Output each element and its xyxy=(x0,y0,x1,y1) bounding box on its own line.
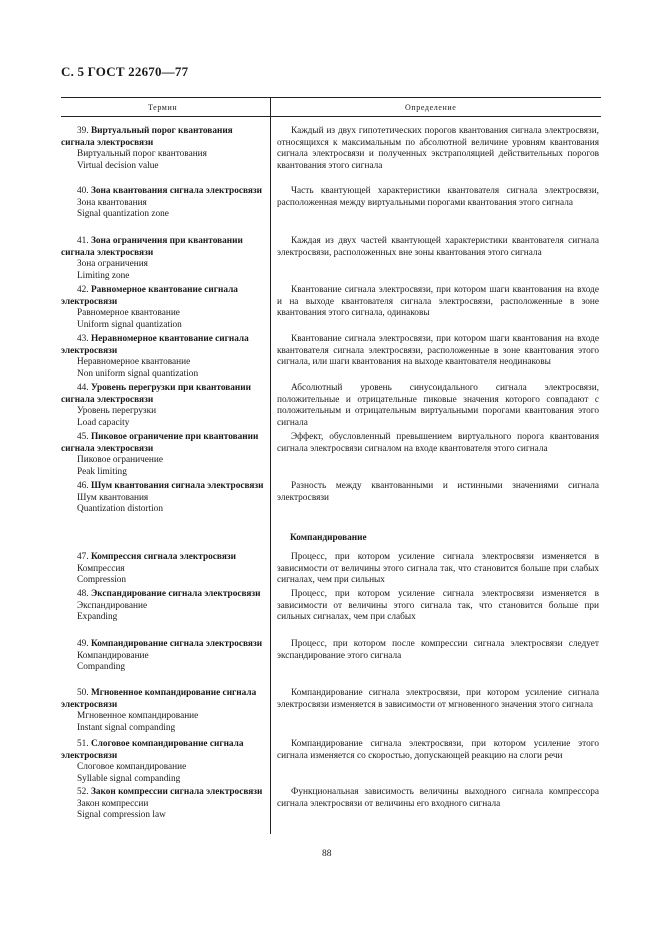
column-divider-header xyxy=(270,97,271,116)
table-top-rule xyxy=(61,97,601,98)
term-title xyxy=(61,589,267,601)
term-english: Uniform signal quantization xyxy=(77,319,182,330)
term-definition: Процесс, при котором после компрессии сигнала электросвязи следует экспандирование этого сигнала xyxy=(277,639,599,661)
term-definition: Разность между квантованными и истинными значениями сигнала электросвязи xyxy=(277,481,599,503)
column-divider xyxy=(270,116,271,834)
term-english: Limiting zone xyxy=(77,270,130,281)
term-number: 42. xyxy=(77,285,89,295)
term-definition: Каждый из двух гипотетических порогов квантования сигнала электросвязи, относящихся к максимальным по абсолютной величине уровням квантования сигнала электросвязи и полученных экстраполяцией действительных порогов квантования этого сигнала xyxy=(277,126,599,171)
term-title xyxy=(61,186,267,198)
term-short-form: Слоговое компандирование xyxy=(77,762,187,772)
term-short-form: Компандирование xyxy=(77,650,149,661)
term-number: 44. xyxy=(77,383,89,393)
term-number: 49. xyxy=(77,639,89,649)
term-title xyxy=(61,787,267,799)
term-name: Компандирование сигнала электросвязи xyxy=(90,639,263,649)
term-title xyxy=(61,432,267,455)
term-name: Неравномерное квантование сигнала электросвязи xyxy=(61,334,249,356)
term-entry xyxy=(61,432,267,478)
term-entry xyxy=(61,186,267,221)
term-name: Мгновенное компандирование сигнала электросвязи xyxy=(61,688,257,710)
term-column-header: Термин xyxy=(148,103,178,112)
term-entry xyxy=(61,688,267,734)
term-entry xyxy=(61,739,267,785)
term-definition: Абсолютный уровень синусоидального сигнала электросвязи, положительные и отрицательные пиковые значения которого совпадают с положительным и отрицательным виртуальными порогами квантования этого сигнала xyxy=(277,383,599,428)
term-title xyxy=(61,236,267,259)
term-english: Load capacity xyxy=(77,417,130,428)
definition-column-header: Определение xyxy=(405,103,457,112)
term-english: Non uniform signal quantization xyxy=(77,368,199,379)
term-name: Зона ограничения при квантовании сигнала электросвязи xyxy=(61,236,243,258)
section-title: Компандирование xyxy=(290,533,367,543)
term-short-form: Закон компрессии xyxy=(77,798,149,809)
term-title xyxy=(61,126,267,149)
term-entry xyxy=(61,285,267,331)
term-english: Signal quantization zone xyxy=(77,209,169,219)
table-header-rule xyxy=(61,116,601,117)
term-entry xyxy=(61,589,267,624)
term-name: Экспандирование сигнала электросвязи xyxy=(90,589,261,599)
term-english: Virtual decision value xyxy=(77,160,159,171)
term-name: Закон компрессии сигнала электросвязи xyxy=(90,787,263,797)
term-definition: Компандирование сигнала электросвязи, при котором усиление сигнала электросвязи изменяется в зависимости от мгновенного значения этого сигнала xyxy=(277,688,599,710)
term-name: Слоговое компандирование сигнала электросвязи xyxy=(61,739,244,761)
term-number: 46. xyxy=(77,481,89,491)
term-entry xyxy=(61,126,267,172)
term-entry xyxy=(61,383,267,429)
term-number: 50. xyxy=(77,688,89,698)
term-short-form: Компрессия xyxy=(77,563,125,574)
term-definition: Каждая из двух частей квантующей характеристики квантователя сигнала электросвязи, расположенных вне зоны квантования этого сигнала xyxy=(277,236,599,258)
term-title xyxy=(61,552,267,564)
term-definition: Эффект, обусловленный превышением виртуального порога квантования сигнала электросвязи сигналом на входе квантователя этого сигнала xyxy=(277,432,599,454)
term-title xyxy=(61,383,267,406)
term-name: Виртуальный порог квантования сигнала электросвязи xyxy=(61,126,233,148)
term-number: 45. xyxy=(77,432,89,442)
term-short-form: Мгновенное компандирование xyxy=(77,711,199,721)
term-number: 52. xyxy=(77,787,89,797)
term-english: Compression xyxy=(77,575,127,585)
term-short-form: Зона ограничения xyxy=(77,259,148,269)
term-number: 40. xyxy=(77,186,89,196)
term-number: 41. xyxy=(77,236,89,246)
term-name: Пиковое ограничение при квантовании сигнала электросвязи xyxy=(61,432,259,454)
term-entry xyxy=(61,481,267,516)
term-entry xyxy=(61,639,267,674)
page-number: 88 xyxy=(322,849,332,859)
term-definition: Функциональная зависимость величины выходного сигнала компрессора сигнала электросвязи от величины его входного сигнала xyxy=(277,787,599,809)
term-number: 39. xyxy=(77,126,89,136)
term-name: Уровень перегрузки при квантовании сигнала электросвязи xyxy=(61,383,252,405)
term-definition: Квантование сигнала электросвязи, при котором шаги квантования на входе квантователя сигнала электросвязи, расположенные в зоне квантования этого сигнала, или шаги квантования на выходе квантователя неодинаковы xyxy=(277,334,599,367)
term-short-form: Зона квантования xyxy=(77,197,147,208)
term-definition: Компандирование сигнала электросвязи, при котором усиление этого сигнала изменяется со скоростью, допускающей реакцию на слоги речи xyxy=(277,739,599,761)
term-english: Signal compression law xyxy=(77,810,166,820)
term-name: Компрессия сигнала электросвязи xyxy=(90,552,236,562)
term-english: Quantization distortion xyxy=(77,504,163,514)
term-definition: Часть квантующей характеристики квантователя сигнала электросвязи, расположенная между виртуальными порогами квантования этого сигнала xyxy=(277,186,599,208)
term-title xyxy=(61,334,267,357)
page-header: С. 5 ГОСТ 22670—77 xyxy=(61,64,189,79)
term-entry xyxy=(61,552,267,587)
term-short-form: Равномерное квантование xyxy=(77,308,180,318)
term-entry xyxy=(61,236,267,282)
term-number: 51. xyxy=(77,739,89,749)
term-short-form: Неравномерное квантование xyxy=(77,357,191,367)
term-english: Syllable signal companding xyxy=(77,773,181,784)
term-definition: Квантование сигнала электросвязи, при котором шаги квантования на входе и на выходе квантователя сигнала электросвязи, расположенные в зоне квантования этого сигнала, одинаковы xyxy=(277,285,599,318)
term-number: 48. xyxy=(77,589,89,599)
term-short-form: Уровень перегрузки xyxy=(77,406,157,416)
term-title xyxy=(61,285,267,308)
term-name: Зона квантования сигнала электросвязи xyxy=(90,186,262,196)
term-title xyxy=(61,739,267,762)
term-short-form: Экспандирование xyxy=(77,600,148,611)
term-english: Expanding xyxy=(77,612,118,622)
term-english: Peak limiting xyxy=(77,466,127,477)
term-short-form: Виртуальный порог квантования xyxy=(77,149,207,159)
term-entry xyxy=(61,787,267,822)
term-english: Companding xyxy=(77,662,126,672)
term-name: Равномерное квантование сигнала электросвязи xyxy=(61,285,238,307)
term-number: 47. xyxy=(77,552,89,562)
term-title xyxy=(61,481,267,493)
term-name: Шум квантования сигнала электросвязи xyxy=(90,481,264,491)
term-definition: Процесс, при котором усиление сигнала электросвязи изменяется в зависимости от величины этого сигнала так, что становится больше при сильных сигналах, чем при слабых xyxy=(277,589,599,622)
term-definition: Процесс, при котором усиление сигнала электросвязи изменяется в зависимости от величины этого сигнала так, что становится больше при слабых сигналах, чем при сильных xyxy=(277,552,599,585)
term-short-form: Пиковое ограничение xyxy=(77,455,163,465)
term-english: Instant signal companding xyxy=(77,722,176,733)
term-title xyxy=(61,639,267,651)
term-entry xyxy=(61,334,267,380)
term-number: 43. xyxy=(77,334,89,344)
term-short-form: Шум квантования xyxy=(77,492,149,503)
term-title xyxy=(61,688,267,711)
